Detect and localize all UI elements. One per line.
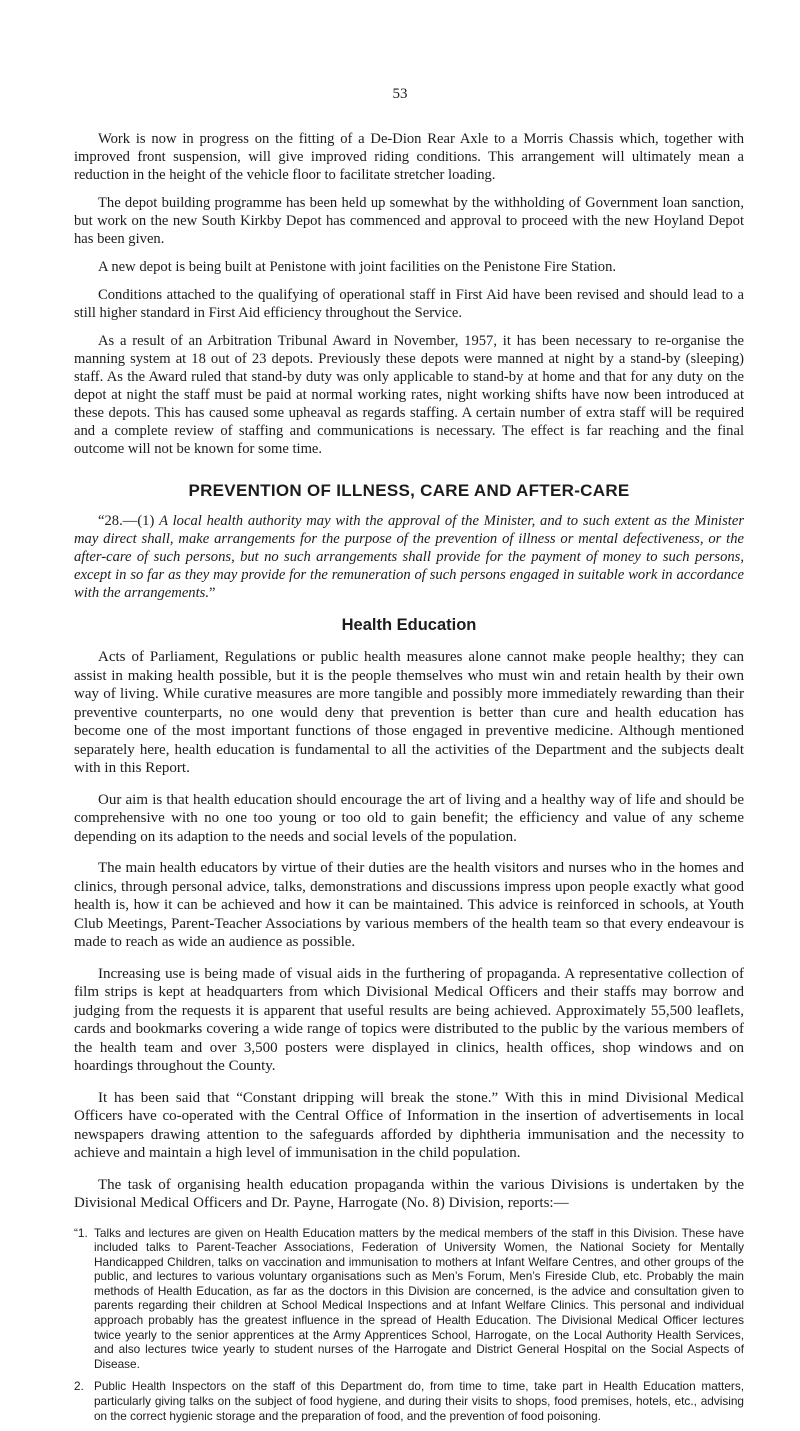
intro-paragraph: Conditions attached to the qualifying of operational staff in First Aid have been revised and should lead to a still higher standard in First Aid efficiency throughout the Service. — [74, 287, 744, 321]
report-item-text: Public Health Inspectors on the staff of this Department do, from time to time, take part in Health Education matters, particularly giving talks on the subject of food hygiene, and during their visits to shops, food premises, hotels, etc., advising on the correct hygienic storage and the preparation of food, and the prevention of food poisoning. — [94, 1379, 744, 1423]
page-body — [74, 130, 744, 1431]
intro-paragraph: The depot building programme has been held up somewhat by the withholding of Government loan sanction, but work on the new South Kirkby Depot has commenced and approval to proceed with the new Hoyland Depot has been given. — [74, 195, 744, 247]
report-item-number: “1. — [74, 1225, 88, 1240]
subheading: Health Education — [341, 616, 477, 634]
health-paragraph: It has been said that “Constant dripping will break the stone.” With this in mind Divisional Medical Officers have co-operated with the Central Office of Information in the insertion of advertisements in local newspapers drawing attention to the safeguards afforded by diphtheria immunisation and the necessity to achieve and maintain a high level of immunisation in the child population. — [74, 1089, 744, 1161]
report-item-text: Talks and lectures are given on Health Education matters by the medical members of the staff in this Division. These have included talks to Parent-Teacher Associations, Federation of University Women, the National Society for Mentally Handicapped Children, talks on vaccination and immunisation to mothers at Infant Welfare Centres, and other groups of the public, and lectures to various voluntary organisations such as Men’s Forum, Men’s Fireside Club, etc. Probably the main methods of Health Education, as far as the doctors in this Division are concerned, is the advice and consultation given to parents regarding their children at School Medical Inspections and at Infant Welfare Clinics. This personal and individual approach probably has the greatest influence in the spread of Health Education. The Divisional Medical Officer lectures twice yearly to the senior apprentices at the Army Apprentices School, Harrogate, on the Local Authority Health Services, and also lectures twice yearly to student nurses of the Harrogate and District General Hospital on the Social Aspects of Disease. — [94, 1225, 744, 1371]
intro-paragraph: Work is now in progress on the fitting of a De-Dion Rear Axle to a Morris Chassis which, together with improved front suspension, will give improved riding conditions. This arrangement will ultimately mean a reduction in the height of the vehicle floor to facilitate stretcher loading. — [74, 131, 744, 183]
intro-paragraph: As a result of an Arbitration Tribunal Award in November, 1957, it has been necessary to re-organise the manning system at 18 out of 23 depots. Previously these depots were manned at night by a stand-by (sleeping) staff. As the Award ruled that stand-by duty was only applicable to stand-by at home and that for any duty on the depot at night the staff must be paid at normal working rates, night working shifts have now been introduced at these depots. This has caused some upheaval as regards staffing. A certain number of extra staff will be required and a complete review of staffing and communications is necessary. The effect is far reaching and the final outcome will not be known for some time. — [74, 333, 744, 457]
report-item — [74, 1226, 744, 1372]
intro-paragraph: A new depot is being built at Penistone with joint facilities on the Penistone Fire Station. — [98, 259, 617, 275]
intro-section — [74, 130, 744, 458]
statute-quote — [74, 512, 744, 602]
statute-text: A local health authority may with the approval of the Minister, and to such extent as the Minister may direct shall, make arrangements for the purpose of the prevention of illness or mental defectiveness, or the after-care of such persons, but no such arrangements shall provide for the payment of money to such persons, except in so far as they may provide for the remuneration of such persons engaged in suitable work in accordance with the arrangements. — [74, 513, 745, 601]
section-heading: PREVENTION OF ILLNESS, CARE AND AFTER-CARE — [188, 481, 630, 500]
health-paragraph: Increasing use is being made of visual aids in the furthering of propaganda. A representative collection of film strips is kept at headquarters from which Divisional Medical Officers and their staffs may borrow and judging from the requests it is apparent that useful results are being achieved. Approximately 55,500 leaflets, cards and bookmarks covering a wide range of topics were distributed to the public by the various members of the health team and over 3,500 posters were displayed in clinics, health offices, shop windows and on hoardings throughout the County. — [74, 965, 744, 1074]
statute-prefix: “28.—(1) — [98, 513, 160, 529]
report-item — [74, 1379, 744, 1423]
health-paragraph: The task of organising health education propaganda within the various Divisions is undertaken by the Divisional Medical Officers and Dr. Payne, Harrogate (No. 8) Division, reports:— — [74, 1176, 744, 1211]
health-education-section — [74, 648, 744, 1213]
page-number: 53 — [392, 86, 408, 102]
health-paragraph: Acts of Parliament, Regulations or public health measures alone cannot make people healthy; they can assist in making health possible, but it is the people themselves who must win and retain health by their own way of living. While curative measures are more tangible and possibly more immediately rewarding than their preventive counterparts, no one would deny that prevention is better than cure and health education has become one of the most important functions of those engaged in preventive medicine. Although mentioned separately here, health education is fundamental to all the activities of the Department and the subjects dealt with in this Report. — [74, 649, 744, 776]
health-paragraph: The main health educators by virtue of their duties are the health visitors and nurses who in the homes and clinics, through personal advice, talks, demonstrations and discussions impress upon people exactly what good health is, how it can be achieved and how it can be maintained. This advice is reinforced in schools, at Youth Club Meetings, Parent-Teacher Associations by various members of the health team so that every endeavour is made to reach as wide an audience as possible. — [74, 860, 744, 950]
health-paragraph: Our aim is that health education should encourage the art of living and a healthy way of life and should be comprehensive with no one too young or too old to gain benefit; the efficiency and value of any scheme depending on its adaption to the needs and social levels of the population. — [74, 791, 744, 845]
report-item-number: 2. — [74, 1379, 84, 1394]
statute-suffix: ” — [209, 585, 216, 601]
report-quote — [74, 1226, 744, 1424]
